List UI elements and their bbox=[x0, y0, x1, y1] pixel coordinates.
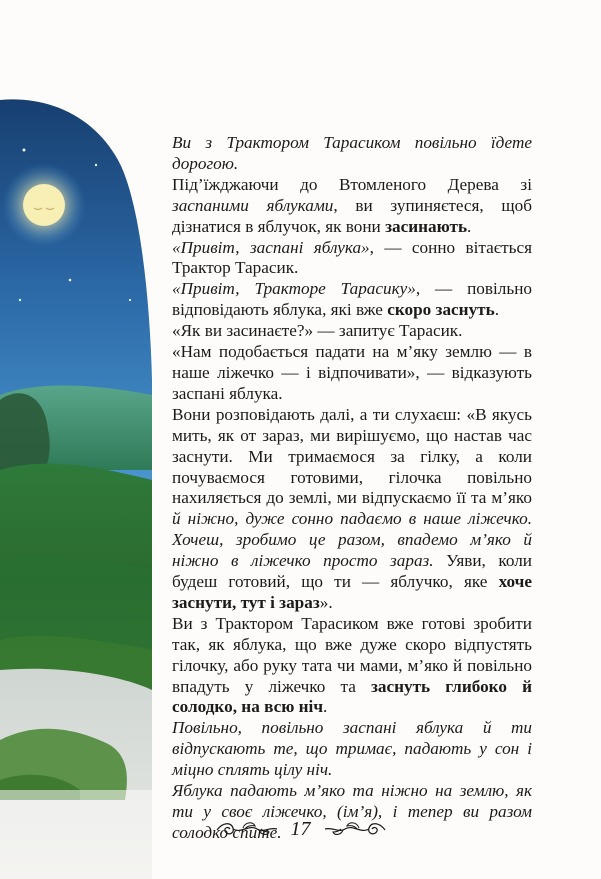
text-segment: . bbox=[494, 300, 499, 320]
text-segment: , ви зупиняєтеся, щоб дізнатися в яблучок, як вони bbox=[172, 195, 533, 236]
text-segment: «Привіт, заспані яблука» bbox=[172, 237, 370, 257]
text-segment: скоро заснуть bbox=[387, 300, 495, 320]
paragraph bbox=[172, 718, 532, 781]
text-segment: Яблука падають м’яко та ніжно на землю, як ти у своє ліжечко, (ім’я), і тепер ви разом солодко спите. bbox=[172, 781, 532, 842]
text-segment: заспаними яблуками bbox=[172, 195, 334, 215]
text-segment: . bbox=[467, 216, 472, 236]
text-segment: «Як ви засинаєте?» — запитує Тарасик. bbox=[172, 321, 463, 341]
text-segment: , — сонно вітається Трактор Тарасик. bbox=[172, 237, 532, 278]
page-footer bbox=[0, 815, 601, 843]
text-segment: ». bbox=[319, 592, 333, 612]
text-segment: заснуть глибоко й солодко, на всю ніч bbox=[172, 676, 532, 717]
text-segment: хоче заснути, тут і зараз bbox=[172, 572, 532, 612]
text-segment: Уяви, коли будеш готовий, що ти — яблучко, яке bbox=[172, 551, 532, 592]
text-segment: засинають bbox=[385, 216, 468, 236]
paragraph bbox=[172, 321, 532, 342]
paragraph bbox=[172, 175, 532, 238]
text-segment: . bbox=[323, 697, 328, 717]
paragraph bbox=[172, 238, 532, 280]
text-segment: Повільно, повільно заспані яблука й ти відпускають те, що тримає, падають у сон і міцно сплять цілу ніч. bbox=[172, 718, 532, 780]
flourish-ornament-icon bbox=[215, 818, 279, 840]
text-segment: «Нам подобається падати на м’яку землю — в наше ліжечко — і відпочивати», — відказують заспані яблука. bbox=[172, 342, 532, 403]
paragraph bbox=[172, 405, 532, 614]
night-meadow-illustration bbox=[0, 0, 160, 879]
text-segment: й ніжно, дуже сонно падаємо в наше ліжечко. Хочеш, зробимо це разом, впадемо м’яко й ніжно в ліжечко просто зараз. bbox=[172, 509, 532, 571]
text-segment: Вони розповідають далі, а ти слухаєш: «В якусь мить, як от зараз, ми вирішуємо, що настав час заснути. Ми тримаємося за гілку, а коли почуваємося готовими, гілочка повільно нахиляється до землі, ми відпускаємо її та м’яко bbox=[172, 404, 532, 508]
flourish-ornament-icon bbox=[323, 818, 387, 840]
text-segment: , — повільно відповідають яблука, які вже bbox=[172, 279, 532, 320]
paragraph bbox=[172, 614, 532, 719]
page-number: 17 bbox=[290, 817, 311, 840]
story-text bbox=[172, 133, 532, 844]
night-moon-meadow-illustration bbox=[0, 0, 160, 879]
paragraph bbox=[172, 279, 532, 321]
moon-icon bbox=[23, 184, 65, 226]
text-segment: Ви з Трактором Тарасиком вже готові зробити так, як яблука, що вже дуже скоро відпустять гілочку, або руку тата чи мами, м’яко й повільно впадуть у ліжечко та bbox=[172, 613, 532, 696]
text-segment: «Привіт, Тракторе Тарасику» bbox=[172, 279, 416, 299]
text-segment: Ви з Трактором Тарасиком повільно їдете дорогою. bbox=[172, 133, 532, 173]
paragraph bbox=[172, 342, 532, 405]
paragraph bbox=[172, 133, 532, 175]
text-segment: Під’їжджаючи до Втомленого Дерева зі bbox=[172, 174, 532, 194]
